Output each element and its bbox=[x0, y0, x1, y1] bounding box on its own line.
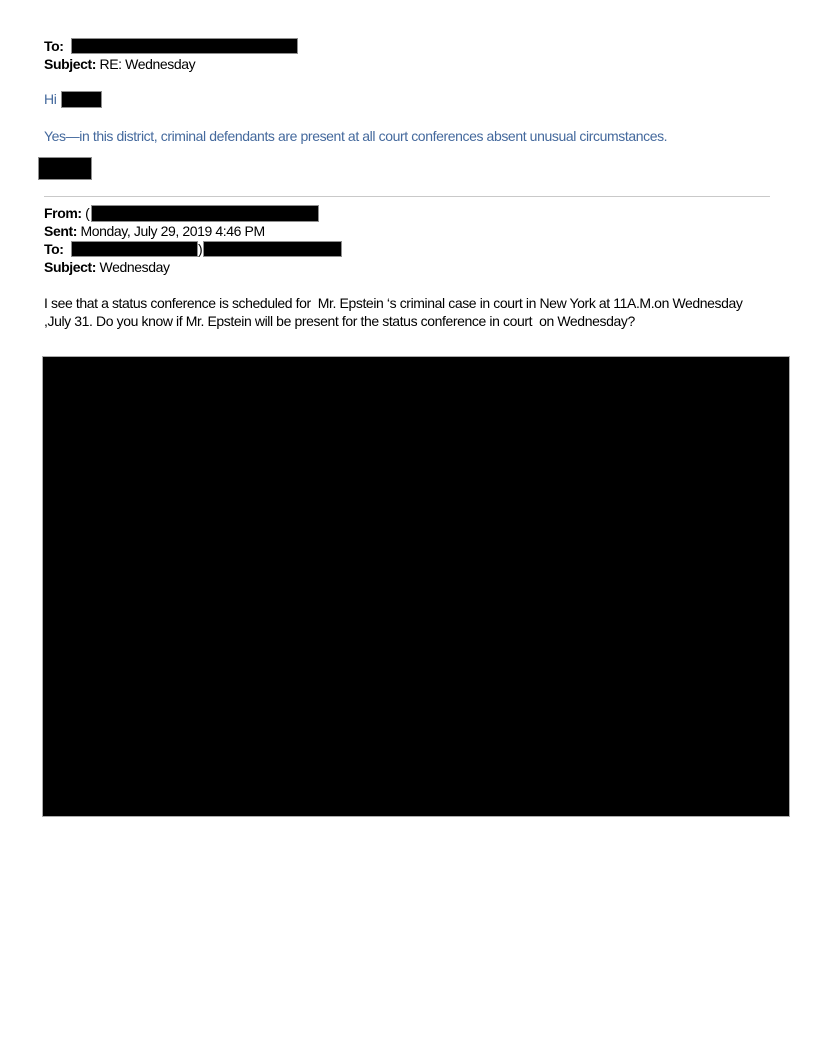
original-to-separator: ) bbox=[198, 241, 203, 257]
original-header bbox=[44, 204, 788, 276]
original-to-line bbox=[44, 240, 788, 258]
greeting-text: Hi bbox=[44, 91, 57, 107]
reply-greeting-line bbox=[44, 90, 788, 108]
original-subject-label: Subject: bbox=[44, 259, 100, 275]
redaction-bar-original-from bbox=[91, 205, 319, 222]
original-body bbox=[44, 294, 788, 330]
original-from-prefix: ( bbox=[85, 205, 90, 221]
reply-message-text: Yes—in this district, criminal defendants are present at all court conferences absent unusual circumstances. bbox=[44, 128, 668, 144]
redaction-bar-original-to-second bbox=[203, 241, 342, 257]
redaction-bar-reply-to bbox=[71, 38, 298, 54]
original-sent-label: Sent: bbox=[44, 223, 81, 239]
original-subject-line bbox=[44, 258, 788, 276]
original-from-label: From: bbox=[44, 205, 86, 221]
original-subject-value: Wednesday bbox=[99, 259, 170, 275]
original-body-line2: ,July 31. Do you know if Mr. Epstein will be present for the status conference in court on Wednesday? bbox=[44, 313, 635, 329]
redaction-block-large bbox=[42, 356, 790, 817]
reply-to-label: To: bbox=[44, 38, 68, 54]
redaction-block-signature bbox=[38, 157, 92, 180]
original-sent-line bbox=[44, 222, 788, 240]
redaction-bar-original-to-first bbox=[71, 241, 198, 257]
reply-subject-label: Subject: bbox=[44, 56, 100, 72]
original-body-line1: I see that a status conference is scheduled for Mr. Epstein ‘s criminal case in court in New York at 11A.M.on Wednesday bbox=[44, 295, 743, 311]
redaction-bar-greeting-name bbox=[61, 91, 102, 108]
original-from-line bbox=[44, 204, 788, 222]
reply-subject-value: RE: Wednesday bbox=[99, 56, 196, 72]
original-to-label: To: bbox=[44, 241, 68, 257]
reply-to-line bbox=[44, 37, 788, 55]
original-sent-value: Monday, July 29, 2019 4:46 PM bbox=[80, 223, 265, 239]
reply-subject-line bbox=[44, 55, 788, 73]
message-divider bbox=[44, 196, 770, 197]
